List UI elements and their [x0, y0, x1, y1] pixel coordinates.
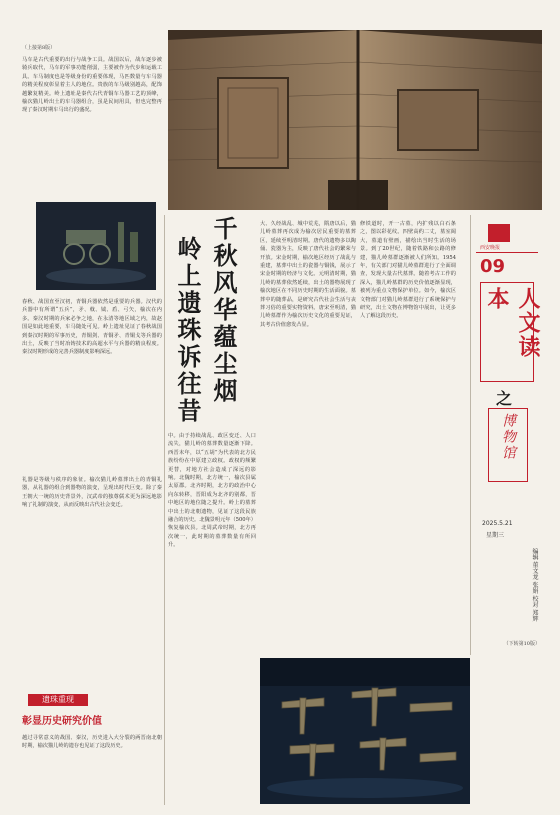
article-column-1-top: 马车是古代重要的出行与战争工具。战国以后，战车逐步被骑兵取代，马车的军事功能削弱，主要被作为代步和运载工具。车马制度也是等级身份的重要体现，马匹数量与车马器的精美程度彰显着主人的地位。贵族的车马级别越高，配饰越繁复精美。岭上遗址是秦代古代青铜车马器工艺的顶峰，榆次猫儿岭出土的车马器组合，虽是民间用具，但也完整再现了秦汉时期车马出行的盛况。	[22, 57, 162, 114]
article-column-4: 修铁道时，开一古墓，内扩残以白石条之，图以彩花纹。四壁高约二丈，墓室阔大，墓道有壁画，描绘出当时生活的场景。到了20世纪，随着铁路和公路的修建，猫儿岭墓群逐渐被人们所知。1954年，有关部门对猫儿岭墓群进行了全面调查，发现大量古代墓葬。随着考古工作的深入，猫儿岭墓群的历史价值逐渐显现，被列为重点文物保护单位。如今，榆次区文物部门对猫儿岭墓群进行了系统保护与研究，出土文物在博物馆中展出，让更多人了解这段历史。	[360, 221, 456, 320]
article-column-2: 中。由于持续战乱、政区变迁、人口流失，猫儿岭的墓葬数量逐渐下降。西晋末年，以“五胡”为代表的北方民族纷纷在中原建立政权。政权的频繁更替，对地方社会造成了深远的影响。北魏时期，北方统一，榆次县属太原郡。北齐时期，北方的政治中心向东转移，晋阳成为北齐的别都，晋中地区的地位随之提升。岭上的墓葬中出土的北朝遗物，见证了这段民族融合的历史。北魏景明元年（500年）恢复榆次县。北周武帝时期，北方再次统一，此时期的墓葬数量有所回升。	[168, 433, 256, 549]
bronze-weapons-photo	[260, 658, 470, 804]
issue-date: 2025.5.21	[482, 520, 513, 527]
sidebar-divider	[470, 215, 471, 655]
article-column-1-mid: 春秋、战国直至汉初，青铜兵器依然是重要的兵器。汉代的兵器中有所谓“五兵”，矛、戟、钺、盾、弓矢，榆次在内多。秦汉时期的兵家必争之地，在永清等地区域之内，故赵国是如此地重要，车马随处可见。岭上遗址见证了春秋战国到秦汉时期的军事历史，青铜剑、青铜矛、青铜戈等兵器的出土，反映了当时冶铸技术的高超水平与兵器的精良程度。秦汉时期形成的完善兵器制度影响深远。	[22, 299, 162, 356]
section-badge: 遗珠重现	[28, 694, 88, 706]
bronze-chariot-photo	[36, 202, 156, 290]
newspaper-logo: 西安晚报	[476, 222, 538, 244]
article-column-1-bot: 礼器是等级与秩序的象征。榆次猫儿岭墓葬出土的青铜礼器，从礼器的组合到器物的演变，呈现出时代巨变。除了秦王朝大一统的历史背景外，汉武帝的独尊儒术更为深远地影响了礼制的演变，从而反映出古代社会变迁。	[22, 477, 162, 509]
article-column-1-end: 越过寻常意义的战国、秦汉，历史进入大分裂的两晋南北朝时期，榆次猫儿岭的遗存也见证了这段历史。	[22, 735, 162, 750]
article-column-3: 大、久经战乱、城中荒芜，隋唐以后，猫儿岭墓葬再次成为榆次居民重要的墓葬区，延续至明清时期。唐代的遗物多以陶俑、瓷器为主，反映了唐代社会的繁荣与开放。宋金时期，榆次地区经历了战乱与重建，墓葬中出土的瓷器与铜钱，展示了宋金时期的经济与文化。元明清时期，猫儿岭的墓葬依然延续，出土的器物展现了榆次地区在不同历史时期的生活面貌。墓葬中的随葬品，是研究古代社会生活与丧葬习俗的重要实物资料。唐宋至明清，猫儿岭墓群作为榆次历史文化的重要见证，其考古价值愈发凸显。	[260, 221, 356, 328]
subsection-title: 博物馆	[500, 413, 516, 461]
headline-sub: 岭上遗珠诉往昔	[173, 236, 202, 425]
column-divider	[164, 215, 165, 805]
subsection-box	[488, 408, 528, 482]
section-heading: 彰显历史研究价值	[22, 716, 102, 727]
continued-to-caption: （下转第10版）	[503, 641, 540, 647]
headline-main: 千秋风华蕴尘烟	[209, 216, 238, 405]
section-title-box	[480, 282, 540, 382]
editor-credits: 编辑 董文龙 张娟 校对 郑辉	[531, 548, 538, 622]
masthead-rule	[476, 252, 538, 253]
page-number: 09	[480, 256, 506, 277]
section-title: 人文读本	[484, 287, 540, 359]
continued-from-caption: （上接第8版）	[22, 45, 56, 51]
tomb-chamber-photo	[168, 30, 542, 210]
issue-weekday: 星期三	[486, 532, 505, 539]
section-connector: 之	[496, 389, 513, 408]
